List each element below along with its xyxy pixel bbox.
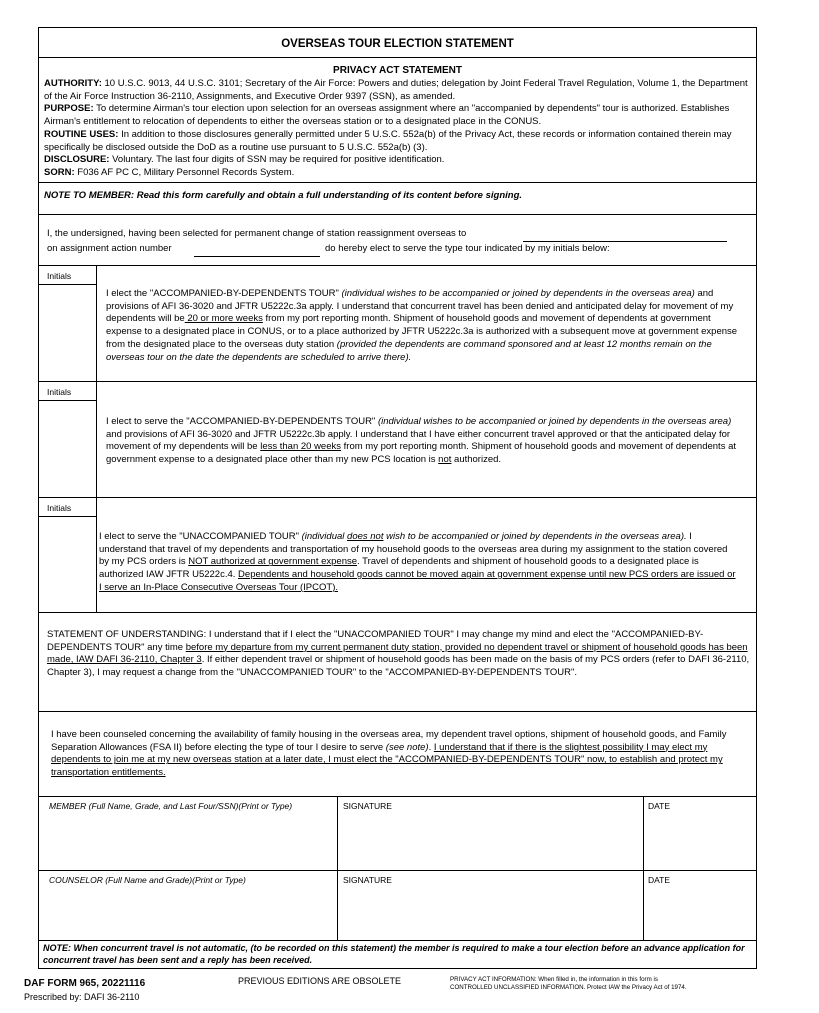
option-text: and provisions of AFI 36-3020 and JFTR U5222c.3b apply. I understand that I have either concurrent travel approved or that the anticipated delay for movement of my dependents will be <box>106 428 731 453</box>
option-text: NOT authorized at government expense <box>188 556 358 568</box>
initials-label-3: Initials <box>47 503 72 513</box>
note-to-member: NOTE TO MEMBER: Read this form carefully and obtain a full understanding of its content before signing. <box>44 190 523 201</box>
option-text: and provisions of AFI 36-3020 and JFTR U5222c.3a apply. I understand that concurrent travel has been denied and anticipated delay for movement of my dependents will be <box>106 288 734 325</box>
sorn-label: SORN: <box>44 166 75 178</box>
purpose-text: To determine Airman's tour election upon selection for an overseas assignment where an "accompanied by dependents" tour is authorized. Establishes Airman's entitlement to relocation of dependents to either the overseas station or to a designated place in the CONUS. <box>44 103 730 128</box>
form-number: DAF FORM 965, 20221116 <box>24 978 146 989</box>
option-text: Dependents and household goods cannot be moved again at government expense until new PCS orders are issued or I serve an In-Place Consecutive Overseas Tour (IPCOT). <box>99 569 736 593</box>
initials-box-accompanied-over-20-weeks[interactable] <box>39 285 96 381</box>
counselor-name-field[interactable] <box>39 870 337 940</box>
divider <box>96 381 97 497</box>
counselor-date-label: DATE <box>648 875 671 885</box>
authority-label: AUTHORITY: <box>44 78 102 89</box>
counselor-date-field[interactable] <box>644 870 756 940</box>
divider <box>39 497 756 498</box>
statement-text: STATEMENT OF UNDERSTANDING: I understand that if I elect the "UNACCOMPANIED TOUR" I may change my mind and elect the "ACCOMPANIED-BY-DEPENDENTS TOUR" any time <box>47 629 704 653</box>
statement-of-understanding <box>47 629 753 680</box>
option-text: less than 20 weeks <box>260 441 341 453</box>
tour-election-form <box>38 27 757 969</box>
option-text: does not <box>347 531 384 542</box>
option-text: 20 or more weeks <box>184 313 263 325</box>
member-signature-field[interactable] <box>338 796 643 870</box>
sorn-text: F036 AF PC C, Military Personnel Records System. <box>74 166 295 178</box>
privacy-info-line-1: PRIVACY ACT INFORMATION: When filled in, the information in this form is <box>450 976 658 983</box>
option-text: wish to be accompanied or joined by dependents in the overseas area). <box>383 531 687 542</box>
option-text: . Travel of dependents and shipment of household goods to a designated place is authorized IAW JFTR U5222c.4. <box>99 556 699 581</box>
counseling-text: . <box>428 741 434 753</box>
divider <box>39 940 756 941</box>
option-text: (individual wishes to be accompanied or joined by dependents in the overseas area) <box>377 416 732 427</box>
initials-box-accompanied-under-20-weeks[interactable] <box>39 401 96 497</box>
statement-text: . If either dependent travel or shipment of household goods has been made on the basis of my PCS orders (refer to DAFI 36-2110, Chapter 3), I may request a change from the "UNACCOMPANIED TOUR" to the "ACCOMPANIED-BY-DEPENDENTS TOUR". <box>47 654 750 679</box>
option-text: (individual wishes to be accompanied or joined by dependents in the overseas area) <box>341 288 695 299</box>
initials-label-1: Initials <box>47 271 72 281</box>
option-text: I elect to serve the "ACCOMPANIED-BY-DEPENDENTS TOUR" <box>106 416 378 427</box>
divider <box>39 214 756 215</box>
previous-editions-notice: PREVIOUS EDITIONS ARE OBSOLETE <box>238 976 402 986</box>
counseling-text: I have been counseled concerning the availability of family housing in the overseas area, my dependent travel options, shipment of household goods, and Family Separation Allowances (FSA II) before electing the type of tour I desire to serve <box>51 729 727 753</box>
assignment-action-number-field[interactable] <box>194 256 320 257</box>
option-text: from my port reporting month. Shipment of household goods and movement of dependents at government expense to a designated place in CONUS, or to a place authorized by JFTR U5222c.3a is authorized with a subsequent move at government expense from the designated place to the overseas duty station <box>106 313 738 350</box>
divider <box>39 57 756 58</box>
bottom-note: NOTE: When concurrent travel is not automatic, (to be recorded on this statement) the member is required to make a tour election before an advance application for concurrent travel has been sent and a reply has been received. <box>43 943 745 965</box>
divider <box>39 182 756 183</box>
divider <box>39 612 756 613</box>
counseling-statement <box>51 729 743 780</box>
initials-box-unaccompanied[interactable] <box>39 517 96 612</box>
routine-uses-text: In addition to those disclosures generally permitted under 5 U.S.C. 552a(b) of the Privacy Act, these records or information contained therein may specifically be disclosed outside the DoD as a routine use pursuant to 5 U.S.C. 552a(b) (3). <box>44 128 732 153</box>
initials-label-2: Initials <box>47 387 72 397</box>
intro-line-1: I, the undersigned, having been selected for permanent change of station reassignment overseas to <box>47 228 467 239</box>
counselor-signature-field[interactable] <box>338 870 643 940</box>
routine-uses-label: ROUTINE USES: <box>44 128 119 140</box>
intro-line-2-suffix: do hereby elect to serve the type tour indicated by my initials below: <box>325 243 610 254</box>
privacy-info-line-2: CONTROLLED UNCLASSIFIED INFORMATION. Protect IAW the Privacy Act of 1974. <box>450 984 687 992</box>
option-text: I elect to serve the "UNACCOMPANIED TOUR" <box>99 531 302 542</box>
option-text: (individual <box>301 531 348 542</box>
prescribed-by: Prescribed by: DAFI 36-2110 <box>24 992 140 1002</box>
disclosure-text: Voluntary. The last four digits of SSN may be required for positive identification. <box>109 154 445 166</box>
disclosure-label: DISCLOSURE: <box>44 154 110 166</box>
option-text: not <box>438 454 452 466</box>
counselor-signature-label: SIGNATURE <box>343 875 392 885</box>
member-signature-label: SIGNATURE <box>343 801 392 811</box>
privacy-act-info <box>450 976 687 992</box>
intro-line-2-prefix: on assignment action number <box>47 243 172 254</box>
statement-text: before my departure from my current permanent duty station, provided no dependent travel or shipment of household goods has been made, IAW DAFI 36-2110, Chapter 3 <box>47 641 748 666</box>
member-date-label: DATE <box>648 801 671 811</box>
counselor-name-label: COUNSELOR (Full Name and Grade)(Print or Type) <box>49 875 246 885</box>
purpose-label: PURPOSE: <box>44 103 94 115</box>
option-text: from my port reporting month. Shipment of household goods and movement of dependents at government expense to a designated place other than my new PCS location is <box>106 441 737 466</box>
divider <box>39 711 756 712</box>
divider <box>39 381 756 382</box>
divider <box>96 497 97 612</box>
counseling-text: I understand that if there is the slightest possibility I may elect my dependents to join me at my new overseas station at a later date, I must elect the "ACCOMPANIED-BY-DEPENDENTS TOUR" now, to establish and protect my transportation entitlements. <box>51 741 723 779</box>
privacy-act-heading: PRIVACY ACT STATEMENT <box>333 65 462 76</box>
overseas-location-field[interactable] <box>523 241 727 242</box>
divider <box>39 265 756 266</box>
authority-text: 10 U.S.C. 9013, 44 U.S.C. 3101; Secretary of the Air Force: Powers and duties; delegation by Joint Federal Travel Regulation, Volume 1, the Department of the Air Force Instruction 36-2110, Assignments, and Executive Order 9397 (SSN), as amended. <box>44 78 748 102</box>
option-unaccompanied <box>99 531 739 595</box>
privacy-act-statement <box>44 78 750 180</box>
option-accompanied-over-20-weeks <box>106 288 738 364</box>
form-title: OVERSEAS TOUR ELECTION STATEMENT <box>281 38 514 50</box>
option-accompanied-under-20-weeks <box>106 416 738 467</box>
option-text: I understand that travel of my dependents and transportation of my household goods to the overseas area during my assignment to the station covered by my PCS orders is <box>99 531 728 568</box>
divider <box>96 265 97 381</box>
option-text: (provided the dependents are command sponsored and at least 12 months remain on the overseas tour on the date the dependents are scheduled to arrive there). <box>106 338 712 363</box>
option-text: authorized. <box>451 454 502 466</box>
member-name-field[interactable] <box>39 796 337 870</box>
member-date-field[interactable] <box>644 796 756 870</box>
counseling-text: (see note) <box>385 741 429 753</box>
member-name-label: MEMBER (Full Name, Grade, and Last Four/SSN)(Print or Type) <box>49 801 293 811</box>
option-text: I elect the "ACCOMPANIED-BY-DEPENDENTS TOUR" <box>106 288 342 299</box>
